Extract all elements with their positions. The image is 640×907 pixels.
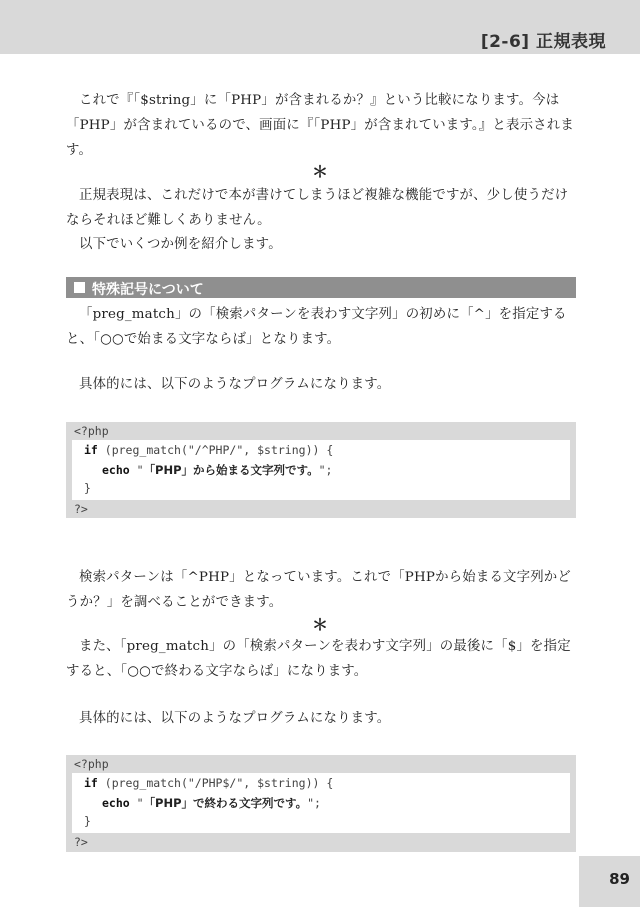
code-line-open: <?php	[74, 424, 109, 438]
code-line-if	[84, 776, 333, 790]
chapter-heading: [2-6] 正規表現	[480, 32, 606, 52]
asterisk-separator-2: ＊	[311, 615, 328, 634]
paragraph-examples-intro: 以下でいくつか例を紹介します。	[79, 237, 282, 252]
code-line-brace: }	[84, 481, 91, 495]
code-line-echo	[102, 795, 321, 811]
code-body	[72, 440, 570, 500]
code-echo-text: 「PHP」から始まる文字列です。	[143, 463, 319, 477]
page-number-tab	[579, 856, 640, 907]
code-quote-close: ";	[318, 463, 333, 477]
page-number: 89	[609, 870, 630, 888]
section-heading-bar	[66, 277, 576, 298]
code-body	[72, 773, 570, 833]
code-line-close: ?>	[74, 502, 88, 516]
keyword-echo: echo	[102, 463, 130, 477]
paragraph-program-lead-2: 具体的には、以下のようなプログラムになります。	[79, 711, 391, 726]
keyword-echo: echo	[102, 796, 130, 810]
code-line-echo	[102, 462, 332, 478]
asterisk-separator: ＊	[311, 162, 328, 181]
code-line-brace: }	[84, 814, 91, 828]
code-quote-open: "	[129, 463, 144, 477]
paragraph-caret: 「preg_match」の「検索パターンを表わす文字列」の初めに「^」を指定すると、「○○で始まる文字ならば」となります。	[66, 307, 567, 347]
code-echo-text: 「PHP」で終わる文字列です。	[143, 796, 308, 810]
paragraph-dollar: また、「preg_match」の「検索パターンを表わす文字列」の最後に「$」を指定すると、「○○で終わる文字ならば」になります。	[66, 639, 571, 679]
keyword-if: if	[84, 776, 98, 790]
code-block-starts-with	[66, 422, 576, 518]
code-line-if	[84, 443, 333, 457]
paragraph-starts-with-explain: 検索パターンは「^PHP」となっています。これで「PHPから始まる文字列かどうか？」を調べることができます。	[66, 570, 571, 610]
code-if-condition: (preg_match("/PHP$/", $string)) {	[97, 776, 334, 790]
code-if-condition: (preg_match("/^PHP/", $string)) {	[97, 443, 334, 457]
code-line-close: ?>	[74, 835, 88, 849]
paragraph-program-lead-1: 具体的には、以下のようなプログラムになります。	[79, 377, 391, 392]
code-quote-open: "	[129, 796, 144, 810]
paragraph-regex-intro: 正規表現は、これだけで本が書けてしまうほど複雑な機能ですが、少し使うだけならそれほど難しくありません。	[66, 188, 569, 228]
code-block-ends-with	[66, 755, 576, 852]
code-line-open: <?php	[74, 757, 109, 771]
section-heading: 特殊記号について	[92, 282, 204, 298]
paragraph-comparison: これで『「$string」に「PHP」が含まれるか？』という比較になります。今は「PHP」が含まれているので、画面に『「PHP」が含まれています。』と表示されます。	[66, 93, 574, 158]
square-bullet-icon	[74, 282, 85, 293]
code-quote-close: ";	[307, 796, 321, 810]
keyword-if: if	[84, 443, 98, 457]
